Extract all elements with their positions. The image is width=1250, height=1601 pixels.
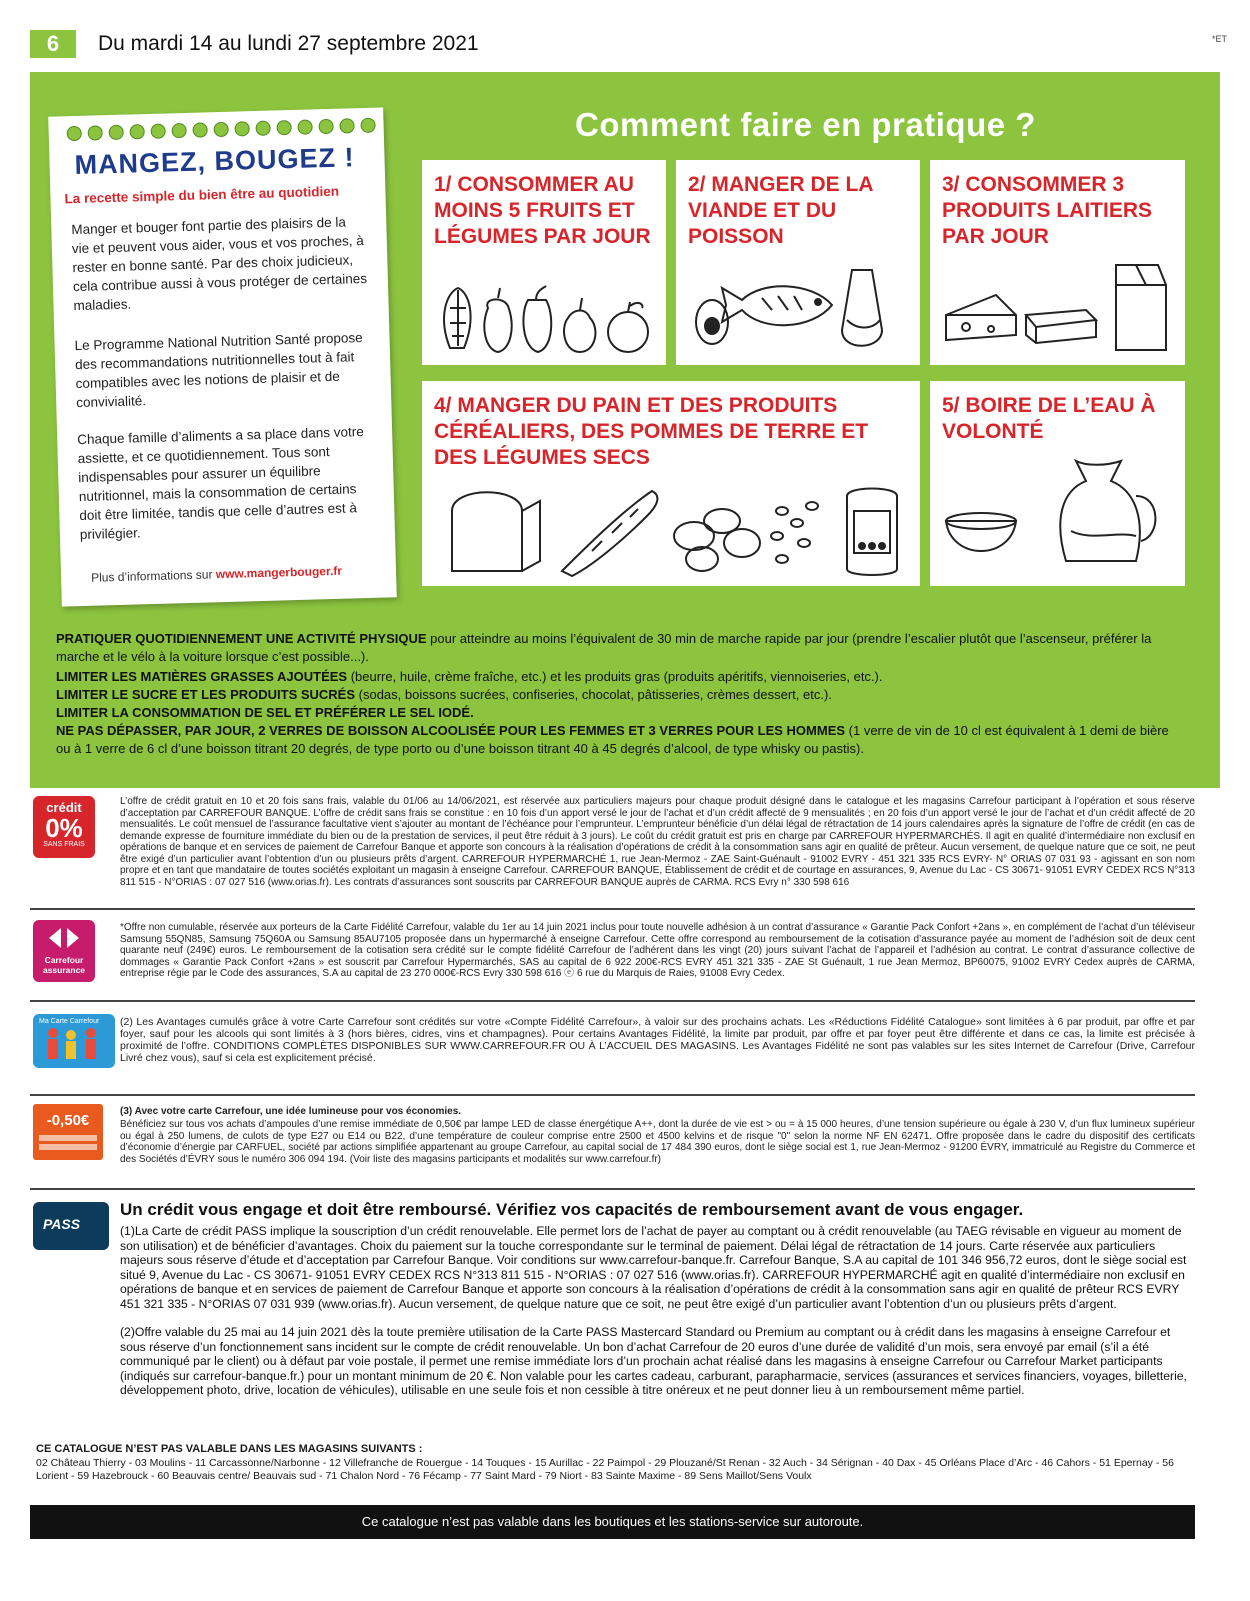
corner-mark: *ET (1212, 34, 1228, 44)
card-title: 1/ CONSOMMER AU MOINS 5 FRUITS ET LÉGUMES PAR JOUR (434, 173, 651, 248)
divider (30, 1188, 1195, 1190)
note-paragraph: Le Programme National Nutrition Santé propose des recommandations nutritionnelles tout à fait compatibles avec les notions de plaisir et de convivialité. (74, 330, 363, 411)
credit-zero-badge: crédit 0% SANS FRAIS (33, 796, 95, 858)
practice-card-cereals (422, 381, 920, 586)
pass-offer-text: (2)Offre valable du 25 mai au 14 juin 2021 dès la toute première utilisation de la Carte PASS Mastercard Standard ou Premium au comptant ou à crédit dans les magasins à enseigne Carrefour et sous réserve d’un fonctionnement sans incident sur le compte de crédit renouvelable. Un bon d’achat Carrefour de 20 euros d’une durée de validité d’un mois, sera envoyé par email (s’il a été communiqué par le client) ou à défaut par voie postale, il permet une remise immédiate lors d’un prochain achat réalisé dans les magasins à enseigne Carrefour ou Carrefour Market participants (indiqués sur carrefour-banque.fr.) pour un montant minimum de 20 €. Non valable pour les cartes cadeau, carburant, parapharmacie, services (assurances et services financiers, voyages, billetterie, développement photo, drive, location de véhicules), utilisable en une seule fois et non cessible à titre onéreux et ne peut donner lieu à un remboursement même partiel. (120, 1325, 1187, 1397)
assurance-legal-text: *Offre non cumulable, réservée aux porteurs de la Carte Fidélité Carrefour, valable du 1er au 14 juin 2021 inclus pour toute nouvelle adhésion à un contrat d’assurance « Garantie Pack Confort +2ans », en complément de l’achat d’un téléviseur Samsung 55QN85, Samsung 75Q60A ou Samsung 85AU7105 proposée dans un hypermarché à enseigne Carrefour. Cette offre correspond au remboursement de la cotisation d’assurance payée au moment de l’adhésion soit de deux cent quarante neuf (249€) euros. Le remboursement de la cotisation sera crédité sur le compte fidélité Carrefour de l’adhérent dans les vingt (20) jours suivant l’achat de l’appareil et l’adhésion au contrat. Le contrat d’assurance collective de dommages « Garantie Pack Confort +2ans » est souscrit par Carrefour Hypermarchés, SAS au capital de 6 922 200€-RCS EVRY 451 321 335 - ZAE St Guénault, 1 rue Jean Mermoz, BP60075, 91002 EVRY Cedex auprès de CARMA, entreprise régie par le Code des assurances, S.A au capital de 23 270 000€-RCS Evry 330 598 616 ⓔ 6 rue du Marquis de Raies, 91008 Evry Cedex. (120, 922, 1195, 979)
divider (30, 908, 1195, 910)
note-paragraph: Manger et bouger font partie des plaisirs de la vie et peuvent vous aider, vous et vos proches, à rester en bonne santé. Par des choix judicieux, cela contribue aussi à vous protéger de certaines maladies. (71, 214, 368, 314)
mangez-bougez-note (48, 107, 397, 606)
family-icon (39, 1025, 109, 1061)
note-paragraph: Chaque famille d’aliments a sa place dans votre assiette, et ce quotidiennement. Tous sont indispensables pour assurer un équilibre nutritionnel, mais la consommation de certains doit être limitée, tandis que celle d’autres est à privilégier. (77, 424, 365, 543)
practice-card-water (930, 381, 1185, 586)
ampoule-legal-text: Bénéficiez sur tous vos achats d’ampoules d’une remise immédiate de 0,50€ par lampe LED de classe énergétique A++, dont la durée de vie est > ou = à 15 000 heures, d’une tension supérieure ou égale à 230 V, d’un flux lumineux supérieur ou égal à 250 lumens, de culots de type E27 ou E14 ou B22, d’une température de couleur comprise entre 2500 et 4500 kelvins et de risque "0" selon la norme NF EN 62471. Offre proposée dans le cadre du dispositif des certificats d’économie d’énergie par CARFUEL, société par actions simplifiée appartenant au groupe Carrefour, au capital social de 17 484 390 euros, dont le siège social est 1, rue Jean-Mermoz - 91200 ÉVRY, immatriculé au Registre du Commerce et des Sociétés d’ÉVRY sous le numéro 306 094 194. (Voir liste des magasins participants et modalités sur www.carrefour.fr) (120, 1119, 1195, 1165)
carrefour-logo-icon (47, 926, 81, 950)
pass-legal-text: (1)La Carte de crédit PASS implique la souscription d’un crédit renouvelable. Elle permet lors de l’achat de payer au comptant ou à crédit renouvelable (au TAEG révisable en vigueur au moment de son utilisation) et de bénéficier d’avantages. Choix du paiement sur la touche correspondante sur le terminal de paiement. Délai légal de rétractation de 14 jours. Carte réservée aux particuliers majeurs sous réserve d’étude et d’acceptation par Carrefour Banque. Voir conditions sur www.carrefour-banque.fr. Carrefour Banque, S.A au capital de 101 346 956,72 euros, dont le siège social est situé 9, Avenue du Lac - CS 30671- 91051 EVRY CEDEX RCS N°313 811 515 - N°ORIAS : 07 027 516 (www.orias.fr). CARREFOUR HYPERMARCHÉ agit en qualité d’intermédiaire non exclusif en opérations de banque et en services de paiement de Carrefour Banque et apporte son concours à la réalisation d’opérations de crédit à la consommation sans agir en qualité de prêteur RCS EVRY 451 321 335 - N°ORIAS 07 031 939 (www.orias.fr). Aucun versement, de quelque nature que ce soit, ne peut être exigé d’un particulier avant l’obtention d’un ou plusieurs prêts d’argent. (120, 1224, 1187, 1311)
water-jug-icon (936, 451, 1178, 581)
carte-carrefour-image: Ma Carte Carrefour (33, 1014, 115, 1068)
advice-fat: LIMITER LES MATIÈRES GRASSES AJOUTÉES (beurre, huile, crème fraîche, etc.) et les produits gras (produits apéritifs, viennoiseries, etc.). (56, 669, 883, 684)
ampoule-title: (3) Avec votre carte Carrefour, une idée lumineuse pour vos économies. (120, 1106, 462, 1117)
practical-title: Comment faire en pratique ? (575, 106, 1036, 143)
divider (30, 1094, 1195, 1096)
practice-card-meat-fish (676, 160, 920, 365)
meat-fish-icon (682, 260, 914, 360)
ampoule-offer-badge: -0,50€ (33, 1104, 103, 1160)
pass-headline: Un crédit vous engage et doit être remboursé. Vérifiez vos capacités de remboursement avant de vous engager. (120, 1200, 1024, 1219)
note-title: MANGEZ, BOUGEZ ! (74, 142, 355, 181)
card-title: 5/ BOIRE DE L’EAU À VOLONTÉ (942, 394, 1156, 443)
advice-activity: PRATIQUER QUOTIDIENNEMENT UNE ACTIVITÉ PHYSIQUE pour atteindre au moins l’équivalent de 30 min de marche rapide par jour (prendre l’escalier plutôt que l’ascenseur, préférer la marche et le vélo à la voiture lorsque c’est possible...). (56, 631, 1152, 664)
credit-legal-text: L’offre de crédit gratuit en 10 et 20 fois sans frais, valable du 01/06 au 14/06/2021, est réservée aux particuliers majeurs pour chaque produit désigné dans le catalogue et les magasins Carrefour participant à l’opération et sous réserve d’acceptation par CARREFOUR BANQUE. L’offre de crédit sans frais se constitue : en 10 fois d’un apport versé le jour de l’achat et d’un crédit affecté de 9 mensualités ; en 20 fois d’un apport versé le jour de l’achat et d’un crédit affecté de 20 mensualités. Le coût mensuel de l’assurance facultative vient s’ajouter au montant de l’échéance pour l’emprunteur. L’emprunteur bénéficie d’un délai légal de rétractation de 14 jours calendaires après la signature de l’offre de crédit (en cas de demande expresse de fourniture immédiate du bien ou de la prestation de services, il peut être réduit à 3 jours). Le coût du crédit gratuit est pris en charge par CARREFOUR HYPERMARCHÉS. Il agit en qualité d’intermédiaire non exclusif en opérations de banque et en services de paiement de Carrefour Banque et apporte son concours à la réalisation d’opérations de crédit à la consommation sans agir en qualité de prêteur. Aucun versement, de quelque nature que ce soit, ne peut être exigé d’un particulier avant l’obtention d’un ou plusieurs prêts d’argent. CARREFOUR HYPERMARCHÉ 1, rue Jean-Mermoz - ZAE Saint-Guénault - 91002 EVRY - 451 321 335 RCS EVRY- N° ORIAS 07 031 93 - agissant en son nom propre et en tant que mandataire de toutes sociétés exploitant un magasin à enseigne Carrefour. CARREFOUR BANQUE, Établissement de crédit et de courtage en assurances, 9, Avenue du Lac - CS 30671- 91051 EVRY CEDEX RCS N°313 811 515 - N°ORIAS : 07 027 516 (www.orias.fr). Les contrats d’assurances sont souscrits par CARREFOUR BANQUE auprès de CARMA. RCS Evry n° 330 598 616 (120, 796, 1195, 888)
carrefour-assurance-logo: Carrefour assurance (33, 920, 95, 982)
card-title: 3/ CONSOMMER 3 PRODUITS LAITIERS PAR JOUR (942, 173, 1153, 248)
date-range: Du mardi 14 au lundi 27 septembre 2021 (98, 32, 479, 55)
fidelite-legal-text: (2) Les Avantages cumulés grâce à votre Carte Carrefour sont crédités sur votre «Compte Fidélité Carrefour», à valoir sur des prochains achats. Les «Réductions Fidélité Catalogue» sont limitées à 6 par produit, par offre et par foyer, sauf pour les alcools qui sont limités à 3 (hors bières, cidres, vins et champagnes). Pour certains Avantages Fidélité, la limite par produit, par offre et par foyer peut être différente et dans ce cas, la limite est précisée à proximité de l’offre. CONDITIONS COMPLÈTES DISPONIBLES SUR WWW.CARREFOUR.FR OU À L’ACCUEIL DES MAGASINS. Les Avantages Fidélité ne sont pas valables sur les sites Internet de Carrefour (Drive, Carrefour Livré chez vous), sauf si cela est explicitement précisé. (120, 1016, 1195, 1064)
note-more-info: Plus d’informations sur www.mangerbouger.fr (90, 563, 343, 585)
card-title: 2/ MANGER DE LA VIANDE ET DU POISSON (688, 173, 873, 248)
fruits-vegetables-icon (428, 268, 660, 360)
footer-notice: Ce catalogue n’est pas valable dans les boutiques et les stations-service sur autoroute. (30, 1505, 1195, 1539)
dairy-products-icon (936, 255, 1178, 360)
card-title: 4/ MANGER DU PAIN ET DES PRODUITS CÉRÉALIERS, DES POMMES DE TERRE ET DES LÉGUMES SECS (434, 394, 869, 469)
divider (30, 1000, 1195, 1002)
excluded-stores-list: 02 Château Thierry - 03 Moulins - 11 Carcassonne/Narbonne - 12 Villefranche de Rouergue - 14 Touques - 15 Aurillac - 22 Paimpol - 29 Plouzané/St Renan - 32 Auch - 34 Sérignan - 40 Dax - 45 Orléans Place d’Arc - 46 Cahors - 51 Epernay - 56 Lorient - 59 Hazebrouck - 60 Beauvais centre/ Beauvais sud - 71 Chalon Nord - 76 Fécamp - 77 Saint Mard - 79 Niort - 83 Sainte Maxime - 89 Sens Maillot/Sens Voulx (36, 1457, 1174, 1482)
bread-potato-icon (432, 481, 912, 581)
page-number: 6 (30, 30, 76, 58)
note-subtitle: La recette simple du bien être au quotidien (64, 183, 340, 207)
advice-salt: LIMITER LA CONSOMMATION DE SEL ET PRÉFÉRER LE SEL IODÉ. (56, 705, 474, 720)
note-binding-holes (66, 118, 375, 142)
advice-sugar: LIMITER LE SUCRE ET LES PRODUITS SUCRÉS (sodas, boissons sucrées, confiseries, chocolat, pâtisseries, crèmes dessert, etc.). (56, 687, 832, 702)
practice-card-dairy (930, 160, 1185, 365)
advice-alcohol: NE PAS DÉPASSER, PAR JOUR, 2 VERRES DE BOISSON ALCOOLISÉE POUR LES FEMMES ET 3 VERRES POUR LES HOMMES (1 verre de vin de 10 cl est équivalent à 1 demi de bière ou à 1 verre de 6 cl d’une boisson titrant 20 degrés, de type porto ou d’une boisson titrant 40 à 45 degrés d’alcool, de type whisky ou pastis). (56, 723, 1169, 756)
pass-card-image: PASS (33, 1202, 109, 1250)
excluded-stores-title: CE CATALOGUE N’EST PAS VALABLE DANS LES MAGASINS SUIVANTS : (36, 1443, 423, 1455)
mangerbouger-link[interactable]: www.mangerbouger.fr (215, 563, 343, 582)
practice-card-fruits (422, 160, 666, 365)
